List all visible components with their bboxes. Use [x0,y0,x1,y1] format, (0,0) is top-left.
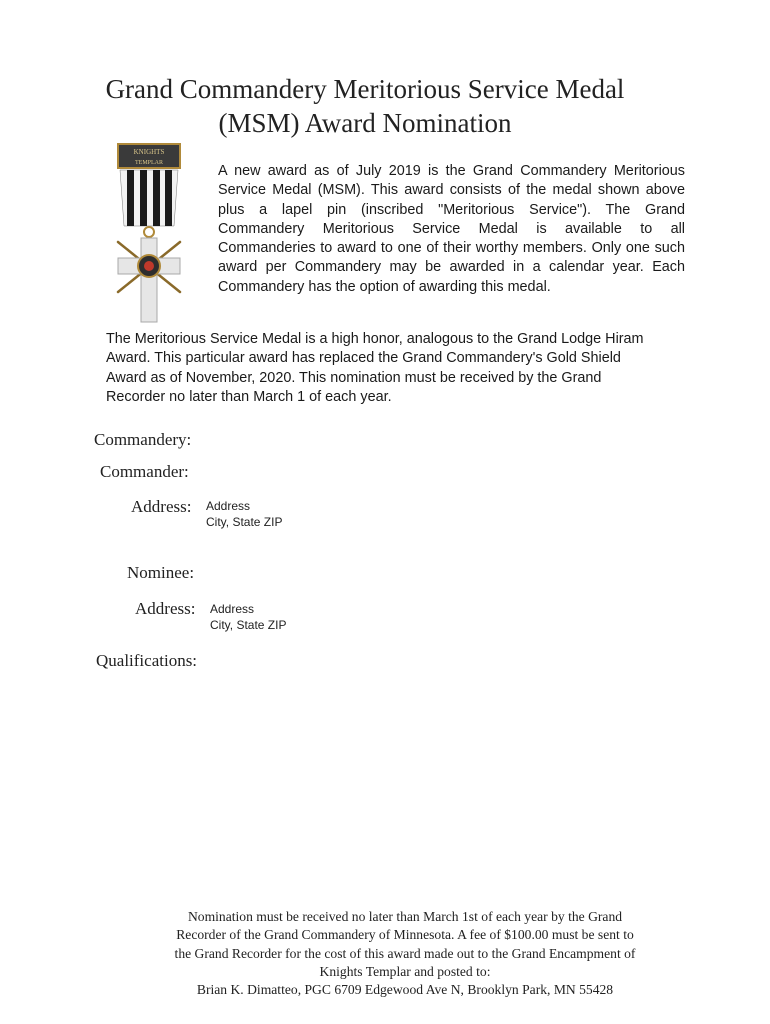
footer-line-1: Nomination must be received no later than March 1st of each year by the Grand [187,909,623,924]
nominee-address-label: Address: [135,599,196,618]
medal-center-emblem [144,261,154,271]
footer-line-2: Recorder of the Grand Commandery of Minnesota. A fee of $100.00 must be sent to [176,927,634,943]
commander-address-field[interactable] [206,498,282,530]
medal-bar-top-text: KNIGHTS [133,148,165,156]
nominee-address-line-2: City, State ZIP [210,618,287,632]
footer-note [130,908,680,999]
nominee-address-field[interactable] [210,601,286,633]
title-line-1: Grand Commandery Meritorious Service Medal [105,74,625,104]
description-paragraph [106,330,666,407]
intro-paragraph: A new award as of July 2019 is the Grand Commandery Meritorious Service Medal (MSM). This award consists of the medal shown above plus a lapel pin (inscribed "Meritorious Service"). The Grand Commandery Meritorious Service Medal is available to all Commanderies to award to one of their worthy members. Only one such award per Commandery may be awarded in a calendar year. Each Commandery has the option of awarding this medal. [218,163,685,295]
nominee-label: Nominee: [127,563,195,582]
commander-address-line-2: City, State ZIP [206,515,283,529]
commandery-label: Commandery: [94,430,192,449]
page-title [60,72,670,140]
qualifications-label: Qualifications: [96,651,198,670]
description-line-3: Award as of November, 2020. This nomination must be received by the Grand [106,369,602,386]
commander-address-line-1: Address [206,499,251,513]
description-line-4: Recorder no later than March 1 of each year. [106,388,392,405]
title-line-2: (MSM) Award Nomination [218,108,512,138]
commander-label: Commander: [100,462,189,481]
medal-bar-bottom-text: TEMPLAR [134,160,164,166]
commander-address-label: Address: [131,497,192,516]
medal-ribbon [120,170,178,226]
footer-line-3: the Grand Recorder for the cost of this award made out to the Grand Encampment of [174,945,636,961]
description-line-2: Award. This particular award has replaced the Grand Commandery's Gold Shield [106,350,621,367]
footer-line-5: Brian K. Dimatteo, PGC 6709 Edgewood Ave N, Brooklyn Park, MN 55428 [196,982,614,998]
footer-line-4: Knights Templar and posted to: [319,963,491,979]
medal-ring [144,227,154,237]
medal-image [104,142,194,324]
description-line-1: The Meritorious Service Medal is a high honor, analogous to the Grand Lodge Hiram [106,331,644,347]
nominee-address-line-1: Address [210,602,255,616]
